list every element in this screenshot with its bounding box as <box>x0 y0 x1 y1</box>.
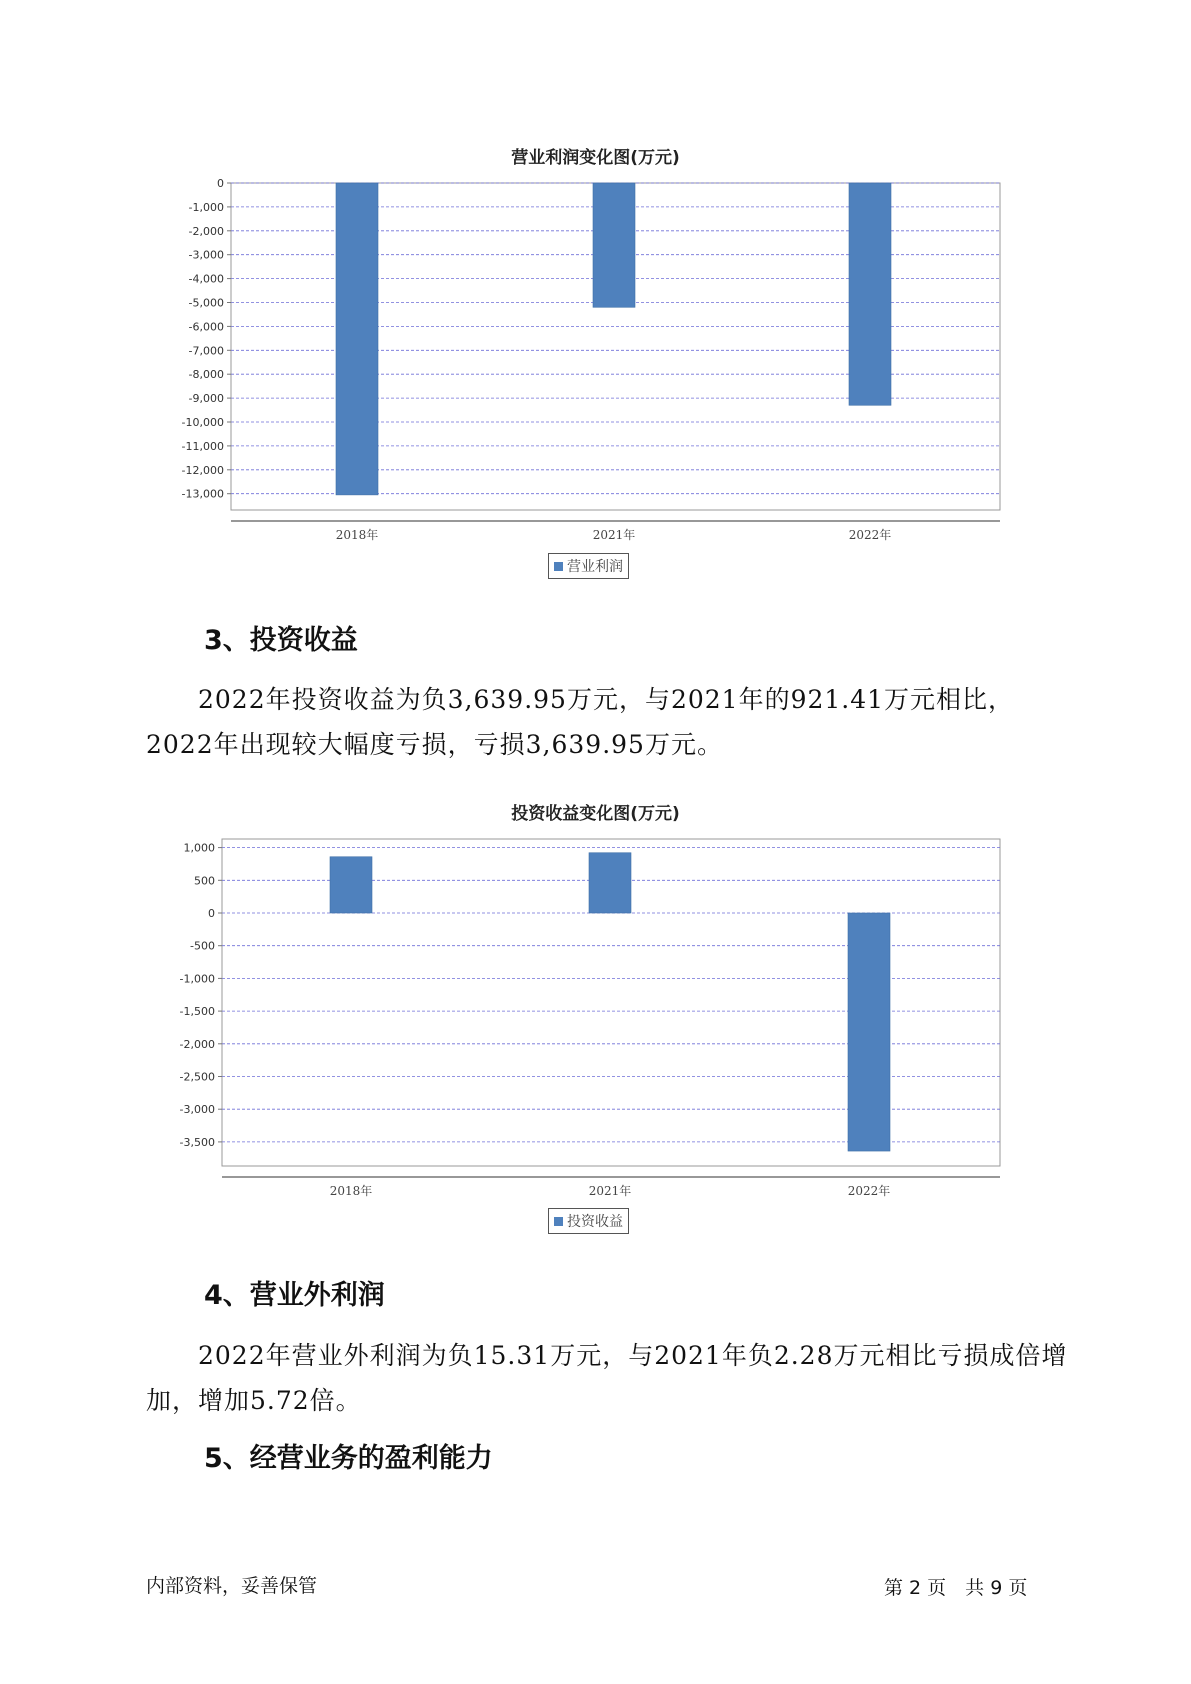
section-heading-investment-income: 3、投资收益 <box>204 625 358 656</box>
y-tick-label: -3,000 <box>179 1103 215 1117</box>
section-heading-non-operating-profit: 4、营业外利润 <box>204 1280 385 1311</box>
x-category-label: 2021年 <box>588 1184 632 1198</box>
x-category-label: 2018年 <box>335 528 379 542</box>
x-category-label: 2022年 <box>848 528 892 542</box>
y-tick-label: -4,000 <box>188 272 224 286</box>
y-tick-label: -10,000 <box>181 416 224 429</box>
paragraph-investment-income: 2022年投资收益为负3,639.95万元，与2021年的921.41万元相比，2022年出现较大幅度亏损，亏损3,639.95万元。 <box>146 685 1015 759</box>
bar-2021年 <box>589 853 631 913</box>
y-tick-label: -5,000 <box>188 296 224 310</box>
x-category-label: 2022年 <box>847 1184 891 1198</box>
x-category-label: 2018年 <box>329 1184 373 1198</box>
footer-confidential-note: 内部资料，妥善保管 <box>146 1575 318 1597</box>
y-tick-label: -2,000 <box>188 224 224 238</box>
y-tick-label: -13,000 <box>181 487 224 501</box>
y-tick-label: 0 <box>208 907 215 920</box>
y-tick-label: -1,500 <box>179 1005 215 1019</box>
y-tick-label: -1,000 <box>179 972 215 986</box>
y-tick-label: -1,000 <box>188 200 224 214</box>
y-tick-label: 0 <box>217 177 224 190</box>
y-tick-label: -3,000 <box>188 248 224 262</box>
paragraph-non-operating-profit: 2022年营业外利润为负15.31万元，与2021年负2.28万元相比亏损成倍增加，增加5.72倍。 <box>146 1341 1068 1415</box>
chart-title-operating-profit: 营业利润变化图(万元) <box>511 148 680 168</box>
y-tick-label: -11,000 <box>181 439 224 453</box>
legend-label: 投资收益 <box>567 1214 623 1230</box>
footer-page-number: 第 2 页 共 9 页 <box>884 1577 1028 1599</box>
y-tick-label: -2,500 <box>179 1070 215 1084</box>
bar-2022年 <box>848 913 890 1151</box>
legend-swatch-icon <box>554 1217 563 1226</box>
y-tick-label: -8,000 <box>188 368 224 382</box>
section-heading-profitability: 5、经营业务的盈利能力 <box>204 1443 493 1474</box>
y-tick-label: -2,000 <box>179 1037 215 1051</box>
x-category-label: 2021年 <box>592 528 636 542</box>
y-tick-label: -12,000 <box>181 463 224 477</box>
y-tick-label: 1,000 <box>183 841 215 855</box>
y-tick-label: -9,000 <box>188 392 224 406</box>
y-tick-label: -7,000 <box>188 344 224 358</box>
y-tick-label: -500 <box>190 939 215 953</box>
chart-title-investment-income: 投资收益变化图(万元) <box>511 804 680 824</box>
y-tick-label: -6,000 <box>188 320 224 334</box>
bar-2018年 <box>330 857 372 913</box>
y-tick-label: -3,500 <box>179 1135 215 1149</box>
legend-label: 营业利润 <box>567 559 623 575</box>
legend-investment-income <box>548 1208 629 1234</box>
y-tick-label: 500 <box>194 874 215 888</box>
